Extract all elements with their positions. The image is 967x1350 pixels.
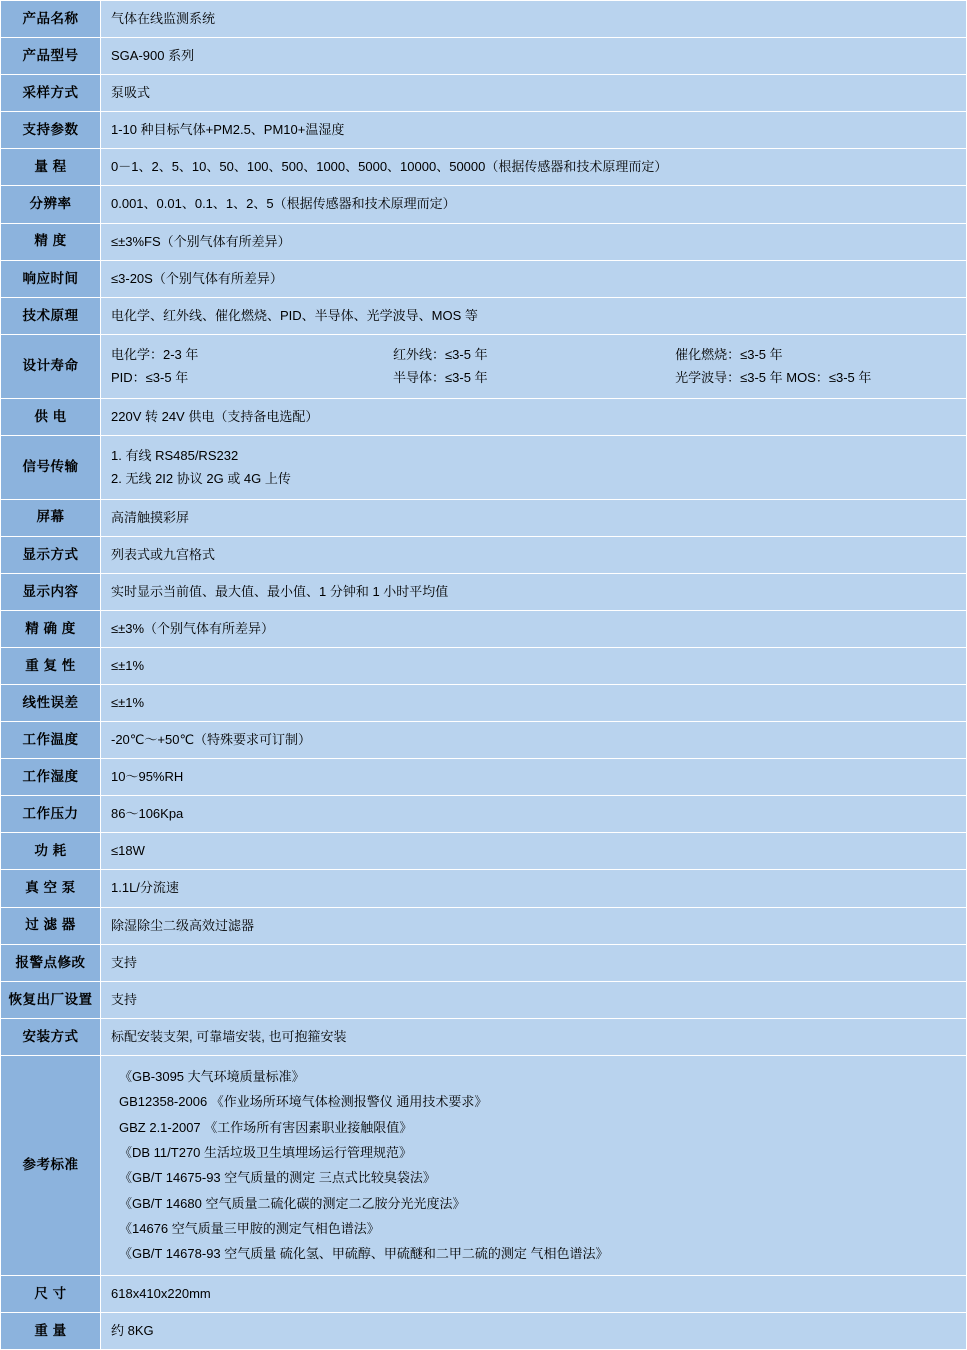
table-row xyxy=(1,610,967,647)
row-value: 1-10 种目标气体+PM2.5、PM10+温湿度 xyxy=(101,112,967,149)
row-value: 约 8KG xyxy=(101,1312,967,1349)
row-value: ≤3-20S（个别气体有所差异） xyxy=(101,260,967,297)
row-label: 工作温度 xyxy=(1,722,101,759)
row-label: 工作压力 xyxy=(1,796,101,833)
row-value: 618x410x220mm xyxy=(101,1275,967,1312)
row-label: 技术原理 xyxy=(1,297,101,334)
row-value xyxy=(101,1055,967,1275)
row-label: 产品型号 xyxy=(1,38,101,75)
row-label: 真 空 泵 xyxy=(1,870,101,907)
table-row xyxy=(1,833,967,870)
row-label: 参考标准 xyxy=(1,1055,101,1275)
row-label: 信号传输 xyxy=(1,435,101,499)
row-value: 1.1L/分流速 xyxy=(101,870,967,907)
list-item: 2. 无线 2I2 协议 2G 或 4G 上传 xyxy=(111,471,291,487)
row-label: 重 量 xyxy=(1,1312,101,1349)
table-row xyxy=(1,398,967,435)
row-label: 线性误差 xyxy=(1,684,101,721)
row-label: 屏幕 xyxy=(1,499,101,536)
lifespan-cell: 半导体：≤3-5 年 xyxy=(393,370,488,386)
table-row xyxy=(1,297,967,334)
row-value: ≤±1% xyxy=(101,684,967,721)
table-row xyxy=(1,223,967,260)
row-value: SGA-900 系列 xyxy=(101,38,967,75)
lifespan-cell: 光学波导：≤3-5 年 MOS：≤3-5 年 xyxy=(675,370,872,386)
row-value: 0－1、2、5、10、50、100、500、1000、5000、10000、50000（根据传感器和技术原理而定） xyxy=(101,149,967,186)
row-value: 86～106Kpa xyxy=(101,796,967,833)
list-item: 《GB/T 14678-93 空气质量 硫化氢、甲硫醇、甲硫醚和二甲二硫的测定 气相色谱法》 xyxy=(119,1246,609,1262)
lifespan-row xyxy=(111,343,958,366)
row-value xyxy=(101,334,967,398)
row-label: 尺 寸 xyxy=(1,1275,101,1312)
row-label: 显示方式 xyxy=(1,536,101,573)
table-row xyxy=(1,1275,967,1312)
row-value: 电化学、红外线、催化燃烧、PID、半导体、光学波导、MOS 等 xyxy=(101,297,967,334)
table-row xyxy=(1,796,967,833)
row-value: ≤±3%（个别气体有所差异） xyxy=(101,610,967,647)
table-row xyxy=(1,260,967,297)
table-row xyxy=(1,944,967,981)
table-row xyxy=(1,759,967,796)
table-row xyxy=(1,981,967,1018)
list-item: 《DB 11/T270 生活垃圾卫生填埋场运行管理规范》 xyxy=(119,1144,413,1160)
row-label: 重 复 性 xyxy=(1,647,101,684)
row-value: ≤18W xyxy=(101,833,967,870)
table-row xyxy=(1,536,967,573)
lifespan-cell: 催化燃烧：≤3-5 年 xyxy=(675,346,783,362)
row-label: 报警点修改 xyxy=(1,944,101,981)
list-item: 1. 有线 RS485/RS232 xyxy=(111,447,239,463)
table-row xyxy=(1,722,967,759)
lifespan-grid xyxy=(111,343,958,390)
row-label: 精 确 度 xyxy=(1,610,101,647)
lifespan-cell: 电化学：2-3 年 xyxy=(111,346,199,362)
row-value: 10～95%RH xyxy=(101,759,967,796)
table-row xyxy=(1,1,967,38)
table-row xyxy=(1,647,967,684)
lifespan-cell: 红外线：≤3-5 年 xyxy=(393,346,488,362)
row-value: 支持 xyxy=(101,944,967,981)
row-label: 分辨率 xyxy=(1,186,101,223)
row-label: 支持参数 xyxy=(1,112,101,149)
row-label: 采样方式 xyxy=(1,75,101,112)
table-row xyxy=(1,907,967,944)
row-label: 量 程 xyxy=(1,149,101,186)
list-item: 《GB/T 14675-93 空气质量的测定 三点式比较臭袋法》 xyxy=(119,1170,436,1186)
row-value: 实时显示当前值、最大值、最小值、1 分钟和 1 小时平均值 xyxy=(101,573,967,610)
row-label: 过 滤 器 xyxy=(1,907,101,944)
table-row xyxy=(1,112,967,149)
list-item: GBZ 2.1-2007 《工作场所有害因素职业接触限值》 xyxy=(119,1119,413,1135)
table-row-signal xyxy=(1,435,967,499)
row-value: 220V 转 24V 供电（支持备电选配） xyxy=(101,398,967,435)
table-row xyxy=(1,75,967,112)
row-label: 产品名称 xyxy=(1,1,101,38)
row-label: 响应时间 xyxy=(1,260,101,297)
row-label: 安装方式 xyxy=(1,1018,101,1055)
row-label: 恢复出厂设置 xyxy=(1,981,101,1018)
row-value: ≤±1% xyxy=(101,647,967,684)
row-value: 气体在线监测系统 xyxy=(101,1,967,38)
table-row xyxy=(1,684,967,721)
row-value: 标配安装支架, 可靠墙安装, 也可抱箍安装 xyxy=(101,1018,967,1055)
row-label: 设计寿命 xyxy=(1,334,101,398)
table-row xyxy=(1,149,967,186)
row-label: 功 耗 xyxy=(1,833,101,870)
table-row xyxy=(1,573,967,610)
list-item: 《GB/T 14680 空气质量二硫化碳的测定二乙胺分光光度法》 xyxy=(119,1195,466,1211)
table-body xyxy=(1,1,967,1350)
row-value: 列表式或九宫格式 xyxy=(101,536,967,573)
table-row xyxy=(1,870,967,907)
row-value xyxy=(101,435,967,499)
table-row xyxy=(1,499,967,536)
signal-transmission-list xyxy=(111,444,958,491)
row-value: 支持 xyxy=(101,981,967,1018)
row-value: ≤±3%FS（个别气体有所差异） xyxy=(101,223,967,260)
lifespan-row xyxy=(111,366,958,389)
table-row xyxy=(1,1312,967,1349)
list-item: GB12358-2006 《作业场所环境气体检测报警仪 通用技术要求》 xyxy=(119,1094,488,1110)
row-label: 工作湿度 xyxy=(1,759,101,796)
table-row xyxy=(1,1018,967,1055)
row-label: 显示内容 xyxy=(1,573,101,610)
lifespan-cell: PID：≤3-5 年 xyxy=(111,370,189,386)
table-row-standards xyxy=(1,1055,967,1275)
row-value: 高清触摸彩屏 xyxy=(101,499,967,536)
table-row xyxy=(1,38,967,75)
row-value: 除湿除尘二级高效过滤器 xyxy=(101,907,967,944)
list-item: 《GB-3095 大气环境质量标准》 xyxy=(119,1068,305,1084)
row-value: 0.001、0.01、0.1、1、2、5（根据传感器和技术原理而定） xyxy=(101,186,967,223)
table-row xyxy=(1,186,967,223)
list-item: 《14676 空气质量三甲胺的测定气相色谱法》 xyxy=(119,1220,380,1236)
row-label: 供 电 xyxy=(1,398,101,435)
reference-standards-list xyxy=(111,1064,958,1267)
row-value: -20℃～+50℃（特殊要求可订制） xyxy=(101,722,967,759)
table-row-lifespan xyxy=(1,334,967,398)
row-value: 泵吸式 xyxy=(101,75,967,112)
row-label: 精 度 xyxy=(1,223,101,260)
